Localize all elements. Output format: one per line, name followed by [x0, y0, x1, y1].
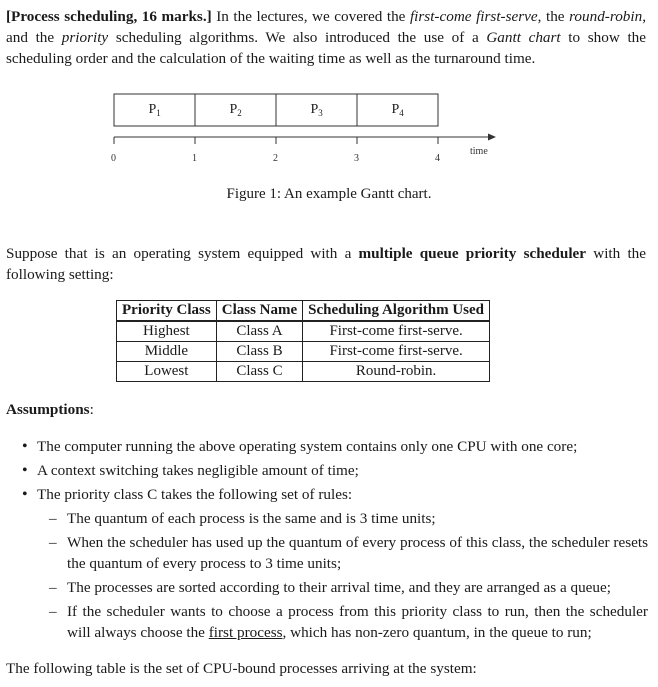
- sub-list-item-text: If the scheduler wants to choose a process from this priority class to run, then the scheduler will always choose the: [67, 603, 648, 641]
- sub-list-item: [37, 577, 648, 598]
- cell-class: Class A: [216, 321, 302, 342]
- gantt-process-label: $P_3$: [310, 102, 323, 118]
- list-item: [0, 460, 648, 481]
- gantt-ticks: [111, 137, 440, 164]
- cell-priority: Lowest: [117, 362, 217, 382]
- question-label: [Process scheduling, 16 marks.]: [6, 8, 212, 25]
- table-row: [117, 342, 490, 362]
- priority-term: priority: [61, 29, 109, 46]
- table-row: [117, 321, 490, 342]
- sub-list-item-text: When the scheduler has used up the quantum of every process of this class, the scheduler resets the quantum of every process to 3 time units;: [67, 534, 648, 572]
- assumptions-colon: :: [89, 401, 94, 418]
- sub-list-item: [37, 508, 648, 529]
- intro-text-4: scheduling algorithms. We also introduced the use of a: [108, 29, 487, 46]
- figure-caption: Figure 1: An example Gantt chart.: [226, 186, 432, 202]
- gantt-process-boxes: [114, 94, 438, 126]
- cell-algorithm: Round-robin.: [303, 362, 490, 382]
- gantt-tick-label: 1: [192, 153, 197, 164]
- suppose-text-2: with the following setting:: [6, 245, 646, 283]
- sub-list-item-text: The processes are sorted according to their arrival time, and they are arranged as a queue;: [67, 579, 611, 596]
- suppose-text-1: Suppose that is an operating system equipped with a: [6, 245, 359, 262]
- suppose-paragraph: [6, 243, 646, 285]
- intro-text-3: , and the: [6, 8, 647, 46]
- cell-class: Class C: [216, 362, 302, 382]
- closing-sentence: The following table is the set of CPU-bound processes arriving at the system:: [6, 660, 477, 677]
- table-header-row: [117, 301, 490, 322]
- gantt-process-label: $P_2$: [229, 102, 242, 118]
- list-item-text: The priority class C takes the following set of rules:: [37, 486, 353, 503]
- gantt-tick-label: 0: [111, 153, 116, 164]
- gantt-tick-label: 4: [435, 153, 440, 164]
- gantt-tick-label: 3: [354, 153, 359, 164]
- cell-priority: Middle: [117, 342, 217, 362]
- gantt-process-label: $P_1$: [148, 102, 161, 118]
- list-item-text: The computer running the above operating system contains only one CPU with one core;: [37, 438, 578, 455]
- assumptions-list: [0, 436, 648, 646]
- cell-class: Class B: [216, 342, 302, 362]
- intro-paragraph: [6, 6, 646, 69]
- gantt-axis-arrow: [488, 134, 496, 141]
- round-robin-term: round-robin: [569, 8, 643, 25]
- cell-algorithm: First-come first-serve.: [303, 342, 490, 362]
- header-priority-class: Priority Class: [117, 301, 217, 322]
- scheduling-table: [116, 300, 490, 382]
- sub-list-item: [37, 601, 648, 643]
- intro-text-1: In the lectures, we covered the: [211, 8, 410, 25]
- assumptions-heading: [6, 401, 94, 419]
- scheduler-term: multiple queue priority scheduler: [358, 245, 587, 262]
- gantt-process-label: $P_4$: [391, 102, 404, 118]
- sub-list-item-text-end: , which has non-zero quantum, in the queue to run;: [282, 624, 592, 641]
- table-row: [117, 362, 490, 382]
- assumptions-heading-text: Assumptions: [6, 401, 90, 418]
- header-algorithm: Scheduling Algorithm Used: [303, 301, 490, 322]
- gantt-chart: [100, 92, 520, 182]
- header-class-name: Class Name: [216, 301, 302, 322]
- sub-list-item: [37, 532, 648, 574]
- gantt-term: Gantt chart: [486, 29, 561, 46]
- first-process-term: first process: [208, 624, 283, 641]
- intro-text-2: , the: [537, 8, 570, 25]
- cell-priority: Highest: [117, 321, 217, 342]
- fcfs-term: first-come first-serve: [409, 8, 538, 25]
- gantt-tick-label: 2: [273, 153, 278, 164]
- list-item: [0, 484, 648, 643]
- list-item: [0, 436, 648, 457]
- class-c-rules-list: [37, 508, 648, 643]
- sub-list-item-text: The quantum of each process is the same and is 3 time units;: [67, 510, 436, 527]
- intro-text-5: to show the scheduling order and the calculation of the waiting time as well as the turnaround time.: [6, 29, 646, 67]
- cell-algorithm: First-come first-serve.: [303, 321, 490, 342]
- gantt-axis-label: time: [470, 146, 488, 157]
- list-item-text: A context switching takes negligible amount of time;: [37, 462, 359, 479]
